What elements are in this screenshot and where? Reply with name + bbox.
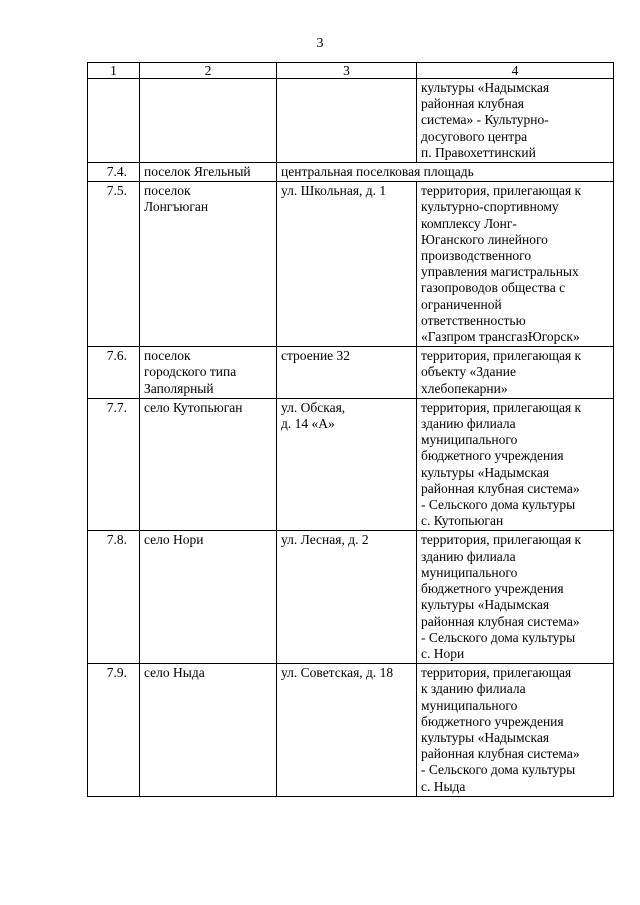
- settlement-cell: село Нори: [140, 531, 277, 664]
- territory-cell: территория, прилегающая к объекту «Здание хлебопекарни»: [417, 347, 614, 399]
- address-cell: ул. Лесная, д. 2: [277, 531, 417, 664]
- row-number: 7.5.: [88, 182, 140, 347]
- table-row: [88, 664, 614, 797]
- page-number: 3: [316, 36, 324, 51]
- row-number: 7.6.: [88, 347, 140, 399]
- territory-cell: территория, прилегающая к зданию филиала муниципального бюджетного учреждения культуры «Надымская районная клубная система» - Сельского дома культуры с. Нори: [417, 531, 614, 664]
- locations-table: [87, 62, 614, 797]
- table-row-continuation: [88, 79, 614, 163]
- row-number: 7.9.: [88, 664, 140, 797]
- territory-cell: территория, прилегающая к зданию филиала муниципального бюджетного учреждения культуры «Надымская районная клубная система» - Сельского дома культуры с. Кутопьюган: [417, 398, 614, 531]
- settlement-cell: поселок Лонгъюган: [140, 182, 277, 347]
- table-row: [88, 398, 614, 531]
- territory-cell: территория, прилегающая к культурно-спортивному комплексу Лонг- Юганского линейного производственного управления магистральных газопроводов общества с ограниченной ответственностью «Газпром трансгазЮгорск»: [417, 182, 614, 347]
- territory-cell: культуры «Надымская районная клубная система» - Культурно- досугового центра п. Правохеттинский: [417, 79, 614, 163]
- settlement-cell: село Кутопьюган: [140, 398, 277, 531]
- table-row: [88, 531, 614, 664]
- table-header-row: [88, 63, 614, 79]
- header-cell-3: 3: [277, 63, 417, 79]
- row-number: 7.4.: [88, 163, 140, 182]
- settlement-cell: поселок городского типа Заполярный: [140, 347, 277, 399]
- territory-cell: территория, прилегающая к зданию филиала муниципального бюджетного учреждения культуры «Надымская районная клубная система» - Сельского дома культуры с. Ныда: [417, 664, 614, 797]
- header-cell-2: 2: [140, 63, 277, 79]
- settlement-cell: поселок Ягельный: [140, 163, 277, 182]
- table-row: [88, 182, 614, 347]
- header-cell-1: 1: [88, 63, 140, 79]
- address-cell: ул. Советская, д. 18: [277, 664, 417, 797]
- merged-place-cell: центральная поселковая площадь: [277, 163, 614, 182]
- table-row: [88, 347, 614, 399]
- address-cell: ул. Обская, д. 14 «А»: [277, 398, 417, 531]
- address-cell: ул. Школьная, д. 1: [277, 182, 417, 347]
- header-cell-4: 4: [417, 63, 614, 79]
- settlement-cell: село Ныда: [140, 664, 277, 797]
- row-number: 7.8.: [88, 531, 140, 664]
- address-cell: строение 32: [277, 347, 417, 399]
- row-number: 7.7.: [88, 398, 140, 531]
- table-row: [88, 163, 614, 182]
